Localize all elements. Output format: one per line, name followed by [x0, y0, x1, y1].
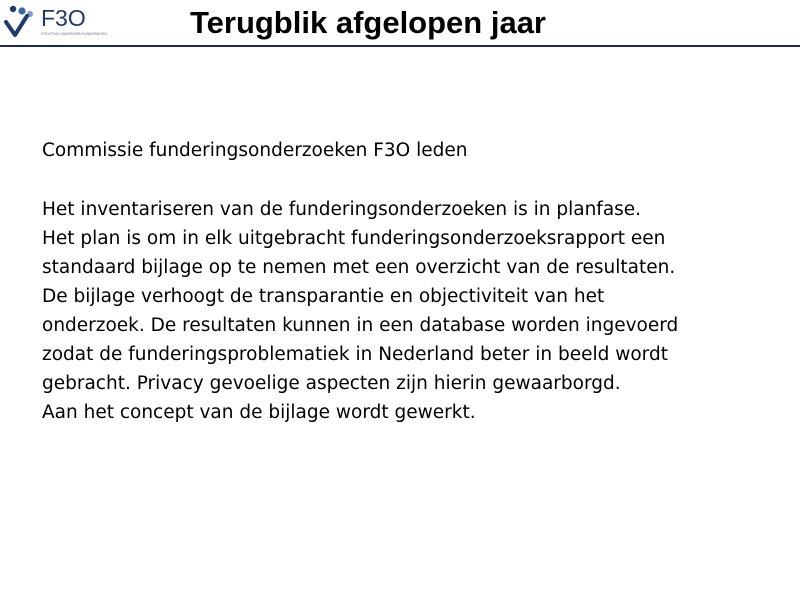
body-line: De bijlage verhoogt de transparantie en objectiviteit van het — [42, 286, 605, 307]
body-line: zodat de funderingsproblematiek in Nederland beter in beeld wordt — [42, 344, 668, 365]
header-divider — [0, 45, 800, 47]
body-line: onderzoek. De resultaten kunnen in een database worden ingevoerd — [42, 315, 679, 336]
slide-title: Terugblik afgelopen jaar — [190, 5, 547, 40]
body-line: gebracht. Privacy gevoelige aspecten zijn hierin gewaarborgd. — [42, 373, 621, 394]
paragraph-gap — [42, 165, 797, 195]
slide-header — [0, 0, 800, 46]
logo-name: F3O — [41, 5, 86, 31]
body-line: standaard bijlage op te nemen met een overzicht van de resultaten. — [42, 257, 676, 278]
logo-subtitle: STICHTING ONDERZOEK FUNDERINGEN — [41, 32, 107, 36]
body-heading: Commissie funderingsonderzoeken F3O leden — [42, 140, 468, 161]
f3o-logo — [3, 2, 143, 42]
body-line: Aan het concept van de bijlage wordt gewerkt. — [42, 402, 476, 423]
body-line: Het inventariseren van de funderingsonderzoeken is in planfase. — [42, 199, 642, 220]
logo-dots-icon — [3, 2, 41, 42]
slide-body — [42, 136, 797, 427]
body-line: Het plan is om in elk uitgebracht funderingsonderzoeksrapport een — [42, 228, 666, 249]
